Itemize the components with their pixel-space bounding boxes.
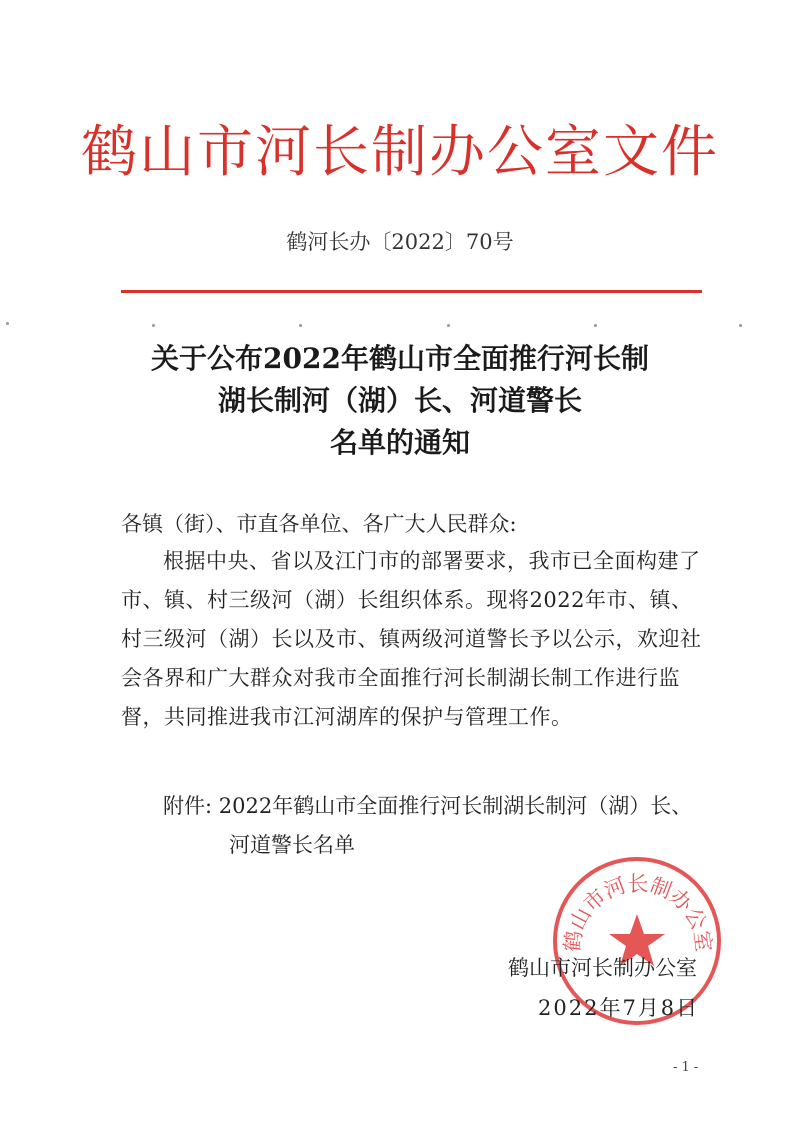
scan-speck: [6, 322, 9, 325]
scan-speck: [594, 324, 597, 327]
notice-title-line-3: 名单的通知: [329, 426, 470, 459]
notice-title: [0, 338, 800, 464]
document-number: 鹤河长办〔2022〕70号: [286, 230, 514, 254]
salutation: 各镇（街）、市直各单位、各广大人民群众:: [121, 512, 517, 536]
scan-speck: [152, 324, 155, 327]
notice-title-line-2: 湖长制河（湖）长、河道警长: [217, 384, 582, 417]
issue-date: 2022年7月8日: [538, 996, 700, 1020]
scan-speck: [739, 324, 742, 327]
notice-title-line-1: 关于公布2022年鹤山市全面推行河长制: [151, 342, 649, 375]
scan-speck: [447, 324, 450, 327]
page-number: - 1 -: [673, 1060, 699, 1075]
seal-text: 鹤山市河长制办公室: [560, 871, 716, 954]
document-header-title: 鹤山市河长制办公室文件: [81, 120, 719, 185]
red-divider-line: [121, 290, 702, 293]
body-paragraph: 根据中央、省以及江门市的部署要求，我市已全面构建了市、镇、村三级河（湖）长组织体系。现将2022年市、镇、村三级河（湖）长以及市、镇两级河道警长予以公示，欢迎社会各界和广大群众对我市全面推行河长制湖长制工作进行监督，共同推进我市江河湖库的保护与管理工作。: [121, 549, 702, 729]
attachment-line-1: 附件: 2022年鹤山市全面推行河长制湖长制河（湖）长、: [163, 794, 693, 818]
scan-speck: [299, 324, 302, 327]
attachment-line-2: 河道警长名单: [229, 833, 355, 857]
issuing-office: 鹤山市河长制办公室: [508, 956, 697, 980]
